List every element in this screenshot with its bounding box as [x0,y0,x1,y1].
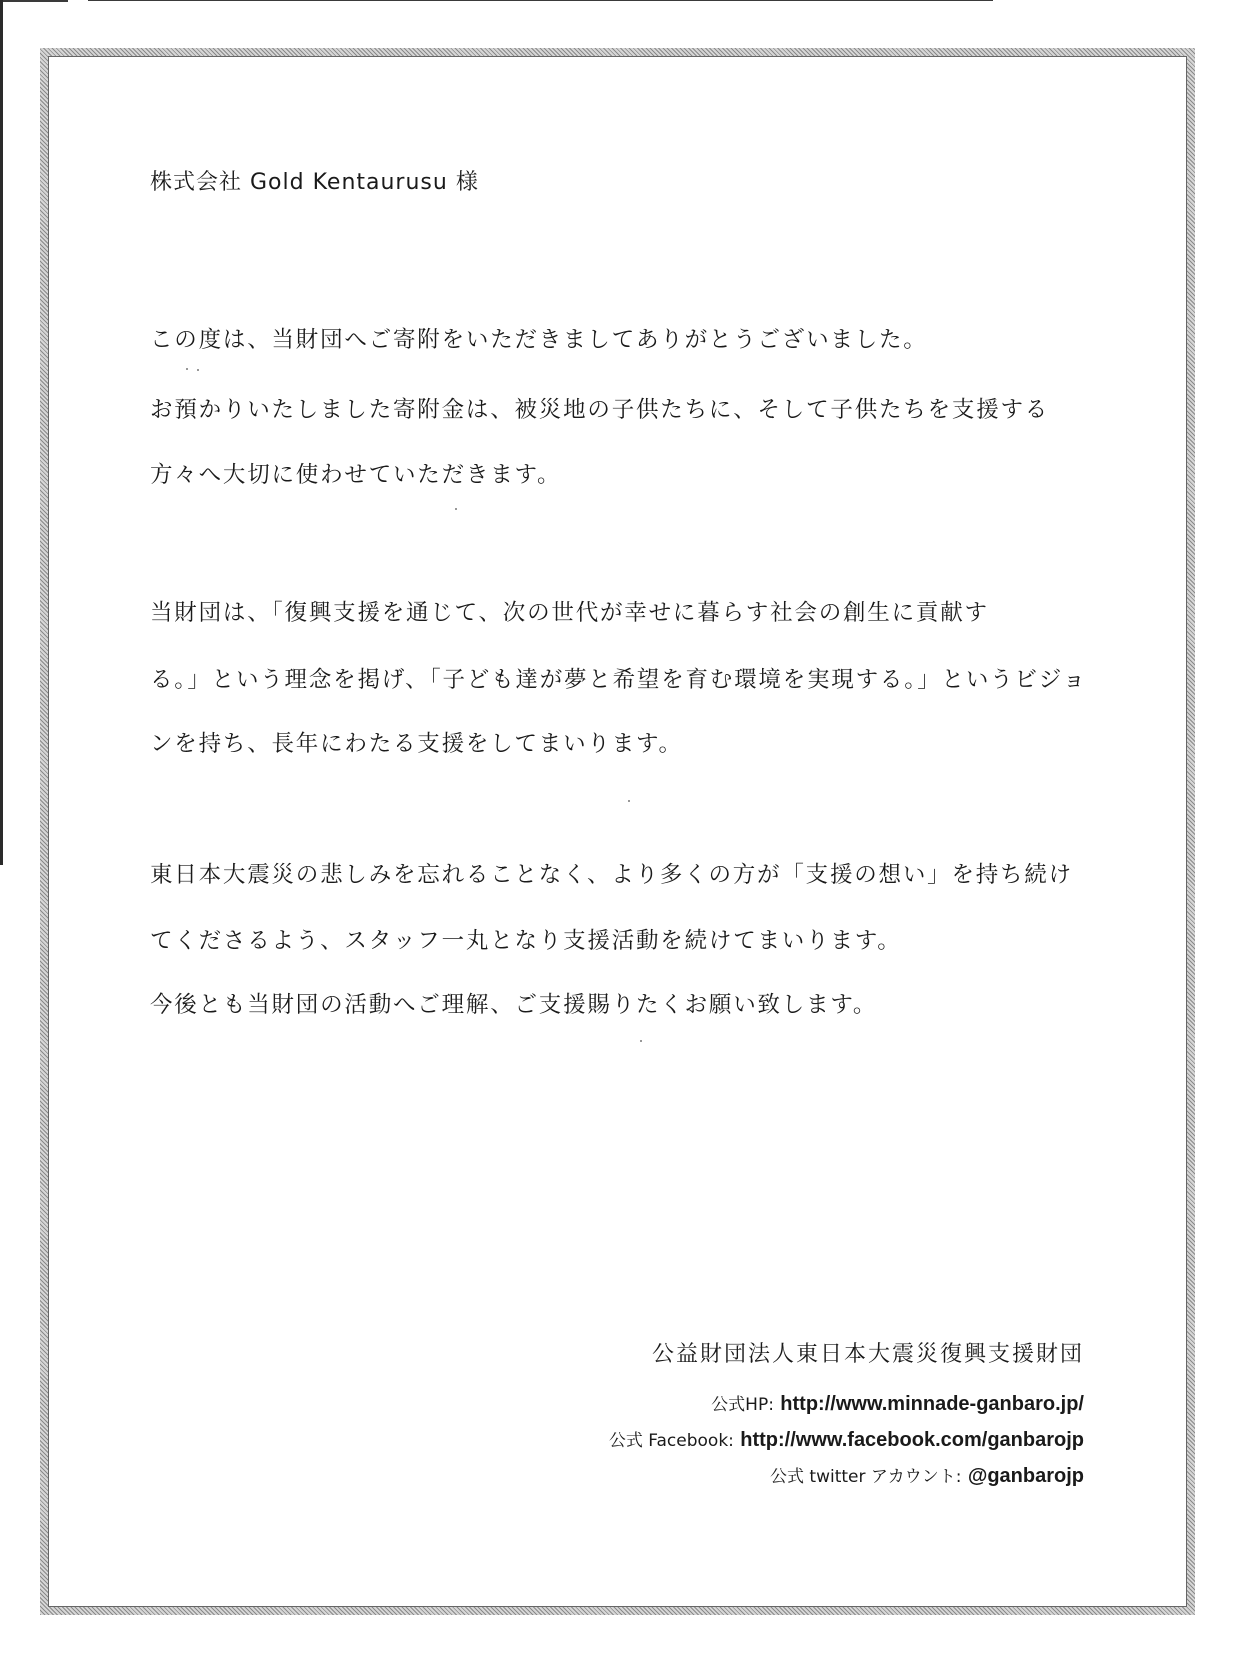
scan-top-rule-right [88,0,993,1]
scan-speck [640,1040,642,1042]
homepage-label: 公式HP: [711,1395,774,1415]
contact-twitter [770,1462,1084,1488]
body-line: 今後とも当財団の活動へご理解、ご支援賜りたくお願い致します。 [150,992,878,1018]
contact-homepage [711,1390,1084,1416]
scan-left-edge [0,0,3,865]
twitter-handle: @ganbarojp [967,1465,1084,1487]
organization-name: 公益財団法人東日本大震災復興支援財団 [651,1342,1084,1367]
body-line: ンを持ち、長年にわたる支援をしてまいります。 [150,731,683,757]
scan-speck [197,369,199,371]
page-border [40,48,1195,1615]
scan-top-rule-left [0,0,68,2]
homepage-url: http://www.minnade-ganbaro.jp/ [780,1393,1084,1415]
body-line: 方々へ大切に使わせていただきます。 [150,462,562,488]
twitter-label: 公式 twitter アカウント: [770,1467,962,1487]
body-line: 当財団は、「復興支援を通じて、次の世代が幸せに暮らす社会の創生に貢献す [150,600,989,626]
scan-speck [628,800,630,802]
scan-speck [186,368,188,370]
body-line: てくださるよう、スタッフ一丸となり支援活動を続けてまいります。 [150,928,902,954]
body-line: る。」という理念を掲げ、「子ども達が夢と希望を育む環境を実現する。」というビジョ [150,667,1087,693]
facebook-label: 公式 Facebook: [608,1431,734,1451]
contact-facebook [609,1426,1084,1452]
facebook-url: http://www.facebook.com/ganbarojp [740,1429,1084,1451]
body-line: この度は、当財団へご寄附をいただきましてありがとうございました。 [150,327,928,353]
body-line: お預かりいたしました寄附金は、被災地の子供たちに、そして子供たちを支援する [150,397,1050,423]
page-area [49,57,1186,1606]
body-line: 東日本大震災の悲しみを忘れることなく、より多くの方が「支援の想い」を持ち続け [150,862,1073,888]
scan-speck [455,508,457,510]
addressee: 株式会社 Gold Kentaurusu 様 [150,170,479,195]
